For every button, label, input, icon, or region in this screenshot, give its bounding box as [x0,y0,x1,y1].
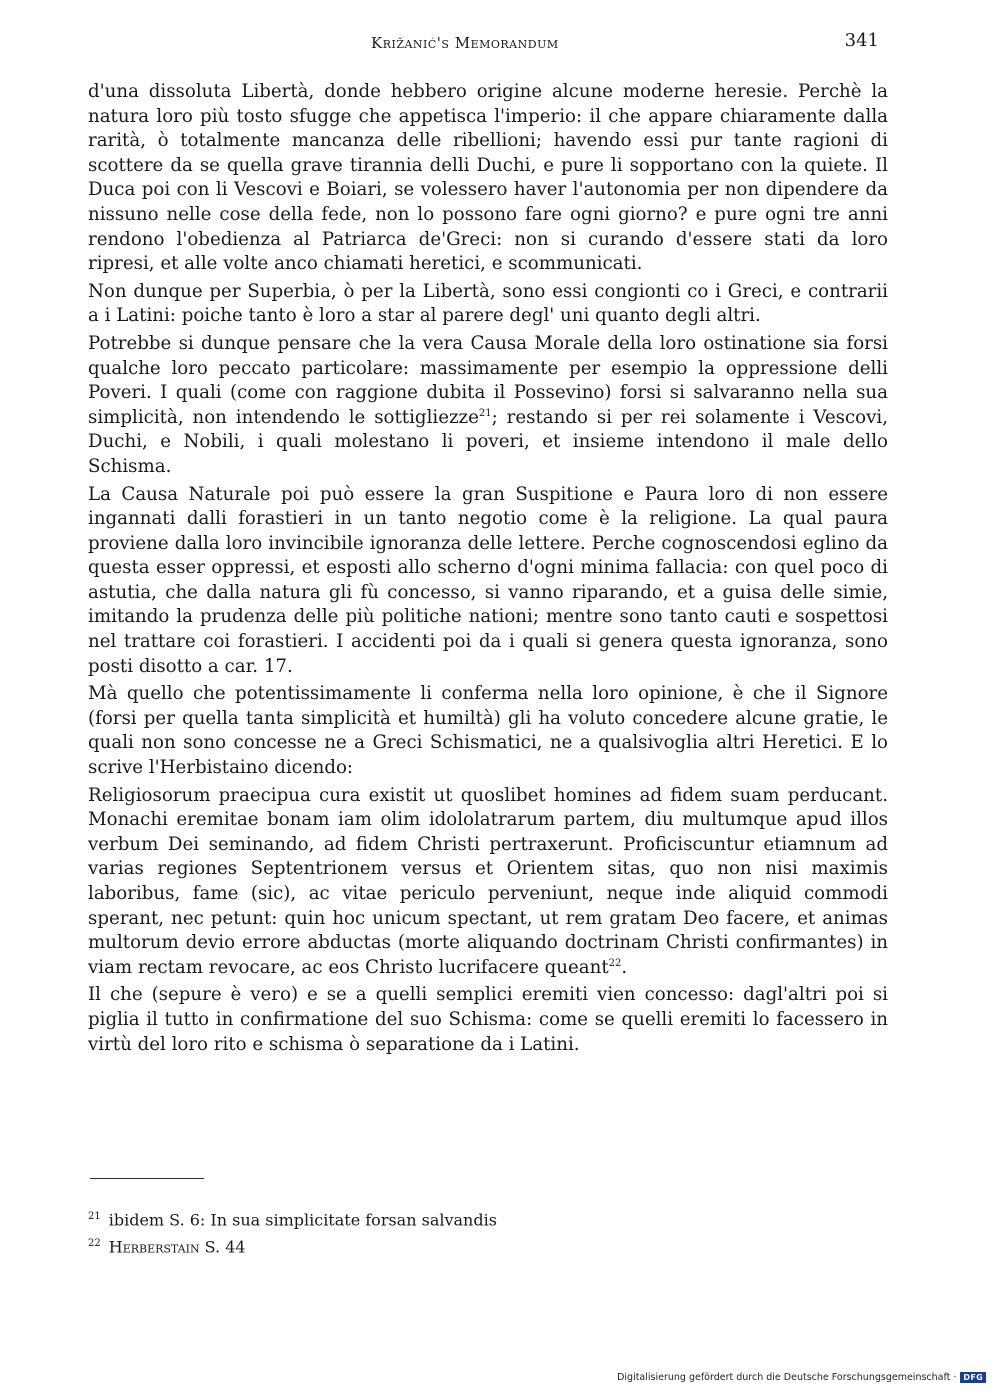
running-head: Križanić's Memorandum [371,34,559,52]
page-number: 341 [844,30,879,51]
footnote-text: ibidem S. 6: In sua simplicitate forsan salvandis [108,1210,497,1230]
credit-text: Digitalisierung gefördert durch die Deutsche Forschungsgemeinschaft · [617,1372,957,1383]
footnote-21 [88,1205,788,1232]
paragraph-1: d'una dissoluta Libertà, donde hebbero origine alcune moderne heresie. Perchè la natura loro più tosto sfugge che appetisca l'imperio: il che appare chiaramente dalla rarità, ò totalmente mancanza delle ribellioni; havendo essi pur tante ragioni di scottere da se quella grave tirannia delli Duchi, e pure li sopportano con la quiete. Il Duca poi con li Vescovi e Boiari, se volessero haver l'autonomia per non dipendere da nissuno nelle cose della fede, non lo possono fare ogni giorno? e pure ogni tre anni rendono l'obedienza al Patriarca de'Greci: non si curando d'essere stati da loro ripresi, et alle volte anco chiamati heretici, e scommunicati. [88,81,888,275]
paragraph-2: Non dunque per Superbia, ò per la Libertà, sono essi congionti co i Greci, e contrarii a i Latini: poiche tanto è loro a star al parere degl' uni quanto degli altri. [88,280,888,327]
page-header [88,30,883,58]
latin-quote-text: Religiosorum praecipua cura existit ut quoslibet homines ad fidem suam perducant. Monachi eremitae bonam iam olim idololatrarum partem, diu multumque apud illos verbum Dei seminando, ad fidem Christi pertraxerunt. Proficiscuntur etiamnum ad varias regiones Septentrionem versus et Orientem sitas, quo non nisi maximis laboribus, fame (sic), ac vitae periculo perveniunt, neque inde aliquid commodi sperant, nec petunt: quin hoc unicum spectant, ut rem gratam Deo facere, et animas multorum devio errore abductas (morte aliquando doctrinam Christi confirmantes) in viam rectam revocare, ac eos Christo lucrifacere queant [88,784,888,978]
footnote-ref-22[interactable]: 22 [608,957,622,969]
paragraph-5: Mà quello che potentissimamente li conferma nella loro opinione, è che il Signore (forsi per quella tanta simplicità et humiltà) gli ha voluto concedere alcune gratie, le quali non sono concesse ne a Greci Schismatici, ne a qualsivoglia altri Heretici. E lo scrive l'Herbistaino dicendo: [88,683,888,779]
footnote-mark: 22 [88,1238,101,1250]
paragraph-4: La Causa Naturale poi può essere la gran Suspitione e Paura loro di non essere ingannati dalli forastieri in un tanto negotio come è la religione. La qual paura proviene dalla loro invincibile ignoranza delle lettere. Perche cognoscendosi eglino da questa esser oppressi, et esposti allo scherno d'ogni minima fallacia: con quel poco di astutia, che dalla natura gli fù concesso, si vanno riparando, et a guisa delle simie, imitando la prudenza delle più politiche nationi; mentre sono tanto cauti e sospettosi nel trattare coi forastieri. I accidenti poi da i quali si genera questa ignoranza, sono posti disotto a car. 17. [88,483,888,677]
footnote-mark: 21 [88,1211,101,1222]
paragraph-3 [88,332,888,480]
paragraph-3-text: Potrebbe si dunque pensare che la vera Causa Morale della loro ostinatione sia forsi qualche loro peccato particolare: massimamente per esempio la oppressione delli Poveri. I quali (come con raggione dubita il Possevino) forsi si salvaranno nella sua simplicità, non intendendo le sottigliezze [88,332,888,428]
latin-quote [88,784,888,981]
paragraph-6: Il che (sepure è vero) e se a quelli semplici eremiti vien concesso: dagl'altri poi si piglia il tutto in confirmatione del suo Schisma: come se quelli eremiti lo facessero in virtù del loro rito e schisma ò separatione da i Latini. [88,984,888,1055]
footnote-text: Herberstain S. 44 [108,1237,246,1257]
footnote-ref-21[interactable]: 21 [478,407,492,419]
footnote-divider [90,1178,204,1179]
main-text [88,80,888,1060]
paragraph-3-tail: ; restando si per rei solamente i Vescovi, Duchi, e Nobili, i quali molestano li poveri, et insieme intendono il male dello Schisma. [88,406,889,477]
footnote-22 [88,1232,788,1259]
latin-quote-tail: . [621,956,628,978]
digitization-credit [617,1372,986,1383]
dfg-logo-icon: DFG [960,1372,986,1383]
footnotes [88,1205,788,1260]
